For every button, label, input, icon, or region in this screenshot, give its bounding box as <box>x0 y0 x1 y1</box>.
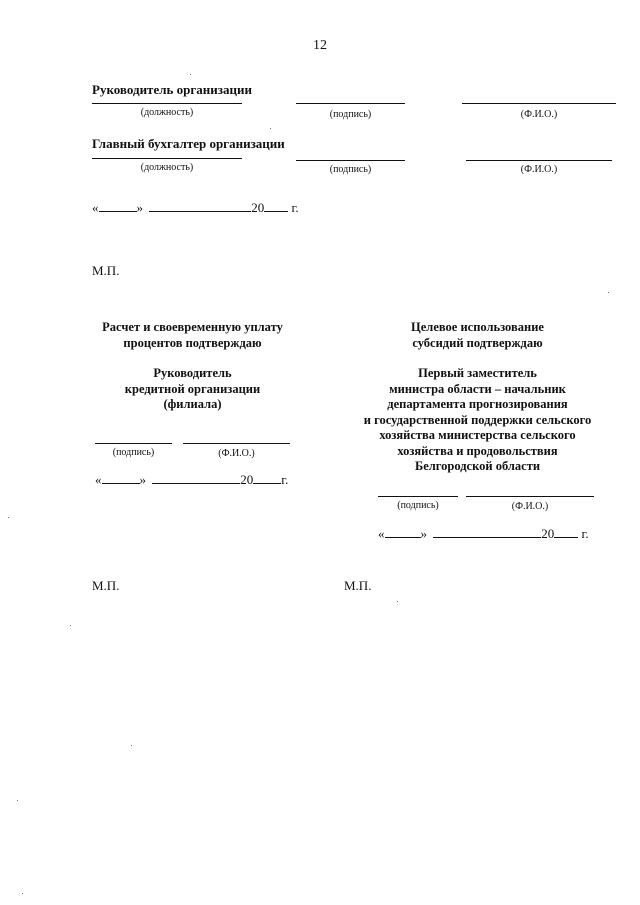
ministry-signature-line[interactable] <box>378 496 458 497</box>
accountant-name-caption: (Ф.И.О.) <box>520 164 558 175</box>
date-day-blank[interactable] <box>102 483 140 484</box>
date-year-blank[interactable] <box>264 211 288 212</box>
ministry-role-line: и государственной поддержки сельского <box>363 412 592 427</box>
ministry-role-line: Белгородской области <box>414 459 541 473</box>
ministry-role-line: министра области – начальник <box>389 381 566 396</box>
date-year-suffix: г. <box>281 472 289 487</box>
ministry-name-caption: (Ф.И.О.) <box>511 501 549 512</box>
scan-speck <box>22 893 23 894</box>
head-title: Руководитель организации <box>92 82 252 97</box>
scan-speck <box>131 745 132 746</box>
scan-speck <box>70 625 71 626</box>
ministry-role <box>340 366 615 475</box>
bank-heading-line: Расчет и своевременную уплату <box>102 320 283 334</box>
date-year-suffix: г. <box>581 526 589 541</box>
date-open-quote: « <box>378 526 385 541</box>
scan-speck <box>608 292 609 293</box>
date-year-prefix: 20 <box>541 526 555 541</box>
ministry-role-line: департамента прогнозирования <box>387 397 568 411</box>
bank-heading-line: процентов подтверждаю <box>123 335 262 350</box>
head-position-line[interactable] <box>92 103 242 104</box>
ministry-heading-line: субсидий подтверждаю <box>412 335 543 350</box>
bank-name-line[interactable] <box>183 443 290 444</box>
ministry-date-line <box>378 526 589 542</box>
ministry-stamp-label: М.П. <box>344 578 372 593</box>
accountant-signature-line[interactable] <box>296 160 405 161</box>
date-close-quote: » <box>136 200 143 215</box>
bank-heading <box>80 320 305 351</box>
bank-role-line: Руководитель <box>153 366 232 380</box>
scan-speck <box>17 800 18 801</box>
ministry-role-line: хозяйства министерства сельского <box>379 428 576 442</box>
date-year-suffix: г. <box>291 200 299 215</box>
ministry-name-line[interactable] <box>466 496 594 497</box>
head-name-caption: (Ф.И.О.) <box>520 109 558 120</box>
date-line-top <box>92 200 299 216</box>
date-open-quote: « <box>92 200 99 215</box>
ministry-role-line: Первый заместитель <box>418 366 537 380</box>
accountant-title: Главный бухгалтер организации <box>92 136 285 151</box>
bank-date-line <box>95 472 288 488</box>
date-month-blank[interactable] <box>149 211 251 212</box>
date-year-blank[interactable] <box>253 483 281 484</box>
bank-name-caption: (Ф.И.О.) <box>218 448 255 459</box>
ministry-heading <box>340 320 615 351</box>
accountant-signature-caption: (подпись) <box>329 164 372 175</box>
head-signature-caption: (подпись) <box>329 109 372 120</box>
bank-stamp-label: М.П. <box>92 578 120 593</box>
date-close-quote: » <box>420 526 427 541</box>
date-day-blank[interactable] <box>99 211 137 212</box>
scan-speck <box>397 601 398 602</box>
date-day-blank[interactable] <box>385 537 421 538</box>
date-year-prefix: 20 <box>251 200 265 215</box>
bank-role <box>80 366 305 413</box>
date-month-blank[interactable] <box>152 483 240 484</box>
ministry-heading-line: Целевое использование <box>411 320 544 334</box>
bank-role-line: (филиала) <box>163 397 222 411</box>
date-year-blank[interactable] <box>554 537 578 538</box>
date-month-blank[interactable] <box>433 537 541 538</box>
date-open-quote: « <box>95 472 102 487</box>
ministry-signature-caption: (подпись) <box>397 500 439 511</box>
accountant-position-line[interactable] <box>92 158 242 159</box>
stamp-label-top: М.П. <box>92 263 120 278</box>
scan-speck <box>270 128 271 129</box>
scan-speck <box>190 74 191 75</box>
ministry-role-line: хозяйства и продовольствия <box>397 443 558 458</box>
bank-role-line: кредитной организации <box>124 381 261 396</box>
date-year-prefix: 20 <box>240 472 254 487</box>
date-close-quote: » <box>139 472 146 487</box>
head-signature-line[interactable] <box>296 103 405 104</box>
head-name-line[interactable] <box>462 103 616 104</box>
bank-signature-caption: (подпись) <box>112 447 155 458</box>
accountant-name-line[interactable] <box>466 160 612 161</box>
bank-signature-line[interactable] <box>95 443 172 444</box>
head-position-caption: (должность) <box>140 107 194 118</box>
accountant-position-caption: (должность) <box>140 162 194 173</box>
page-number: 12 <box>313 38 327 53</box>
scan-speck <box>8 517 9 518</box>
